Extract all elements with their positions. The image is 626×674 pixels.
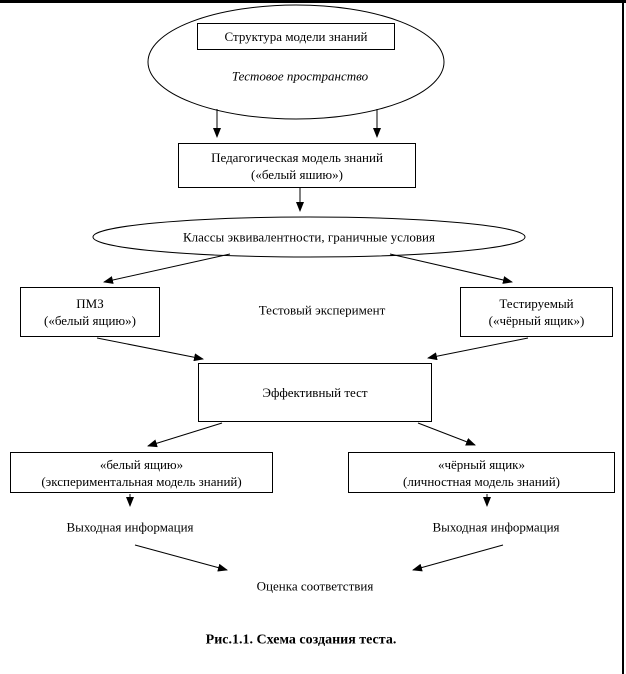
- effective-test-box: [198, 363, 432, 422]
- pedagogical-model-box: [178, 143, 416, 188]
- arrow-equivalence-to-pmz: [104, 254, 230, 282]
- arrow-effective-to-white-box: [148, 423, 222, 446]
- testee-line2: («чёрный ящик»): [488, 313, 585, 328]
- black-box-result-line1: «чёрный ящик»: [438, 456, 525, 472]
- effective-test-label: Эффективный тест: [262, 385, 368, 400]
- white-box-result: [10, 452, 273, 493]
- figure-caption: Рис.1.1. Схема создания теста.: [205, 632, 397, 648]
- test-space-label: Тестовое пространство: [231, 68, 369, 84]
- arrow-output-left-to-conformity: [135, 545, 227, 570]
- white-box-result-line1: «белый ящию»: [99, 456, 184, 472]
- black-box-result: [348, 452, 615, 493]
- structure-model-box: [197, 23, 395, 50]
- black-box-result-line2: (личностная модель знаний): [403, 473, 560, 489]
- equivalence-classes-label: Классы эквивалентности, граничные условия: [183, 229, 435, 245]
- pmz-line1: ПМЗ: [76, 296, 104, 311]
- white-box-result-line2: (экспериментальная модель знаний): [41, 473, 242, 489]
- arrow-output-right-to-conformity: [413, 545, 503, 570]
- arrow-equivalence-to-testee: [390, 254, 512, 282]
- testee-box: [460, 287, 613, 337]
- arrow-testee-to-effective-test: [428, 338, 528, 358]
- testee-line1: Тестируемый: [499, 296, 574, 311]
- pedagogical-model-line1: Педагогическая модель знаний: [211, 149, 383, 165]
- pedagogical-model-line2: («белый яшию»): [251, 166, 343, 182]
- test-experiment-label: Тестовый эксперимент: [258, 302, 386, 318]
- arrow-pmz-to-effective-test: [97, 338, 203, 359]
- conformity-assessment-label: Оценка соответствия: [256, 578, 374, 594]
- pmz-line2: («белый ящию»): [44, 313, 136, 328]
- output-info-right-label: Выходная информация: [432, 519, 560, 535]
- pmz-box: [20, 287, 160, 337]
- arrow-effective-to-black-box: [418, 423, 475, 445]
- structure-model-label: Структура модели знаний: [224, 29, 368, 44]
- output-info-left-label: Выходная информация: [66, 519, 194, 535]
